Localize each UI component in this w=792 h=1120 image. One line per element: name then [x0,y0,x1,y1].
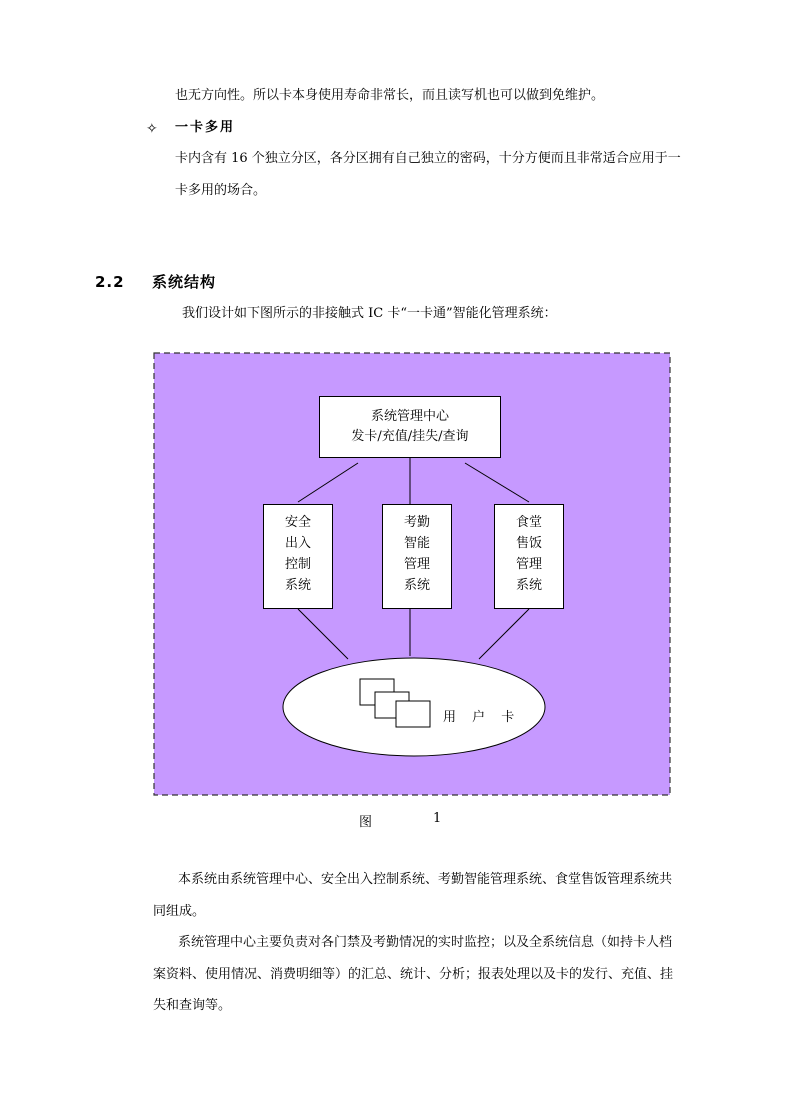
section-intro: 我们设计如下图所示的非接触式 IC 卡“一卡通”智能化管理系统： [182,306,557,321]
subsystem-access-line: 系统 [284,578,311,593]
subsystem-box-access [263,504,333,609]
figure-caption-label: 图 [359,815,373,830]
intro-line: 也无方向性。所以卡本身使用寿命非常长，而且读写机也可以做到免维护。 [175,88,605,103]
feature-title: 一卡多用 [175,120,236,135]
subsystem-canteen-line: 系统 [515,578,542,593]
subsystem-canteen-line: 食堂 [515,515,542,530]
management-center-box [319,396,501,458]
subsystem-access-line: 安全 [284,515,311,530]
paragraph-2-line-2: 案资料、使用情况、消费明细等）的汇总、统计、分析；报表处理以及卡的发行、充值、挂 [153,967,674,982]
subsystem-attendance-line: 智能 [403,536,430,551]
subsystem-box-attendance [382,504,452,609]
subsystem-access-line: 控制 [284,557,311,572]
subsystem-canteen-line: 售饭 [515,536,542,551]
system-diagram [153,352,671,796]
subsystem-attendance-line: 系统 [403,578,430,593]
feature-text-line-1: 卡内含有 16 个独立分区，各分区拥有自己独立的密码，十分方便而且非常适合应用于一 [175,151,681,166]
card-icon-front [396,701,430,727]
subsystem-canteen-line: 管理 [515,557,542,572]
section-number: 2.2 [95,273,125,291]
subsystem-box-canteen [494,504,564,609]
feature-text-line-2: 卡多用的场合。 [175,183,267,198]
section-title: 系统结构 [152,273,217,291]
subsystem-attendance-line: 管理 [403,557,430,572]
management-center-title: 系统管理中心 [370,409,449,424]
paragraph-1-line-1: 本系统由系统管理中心、安全出入控制系统、考勤智能管理系统、食堂售饭管理系统共 [178,872,673,887]
subsystem-attendance-line: 考勤 [403,515,430,530]
paragraph-1-line-2: 同组成。 [153,904,206,919]
subsystem-access-line: 出入 [284,536,311,551]
paragraph-2-line-1: 系统管理中心主要负责对各门禁及考勤情况的实时监控；以及全系统信息（如持卡人档 [178,935,673,950]
feature-bullet-icon: ✧ [146,121,158,137]
figure-caption-number: 1 [433,811,442,826]
paragraph-2-line-3: 失和查询等。 [153,998,232,1013]
management-center-functions: 发卡/充值/挂失/查询 [351,429,469,444]
user-card-label: 用 户 卡 [443,710,521,725]
